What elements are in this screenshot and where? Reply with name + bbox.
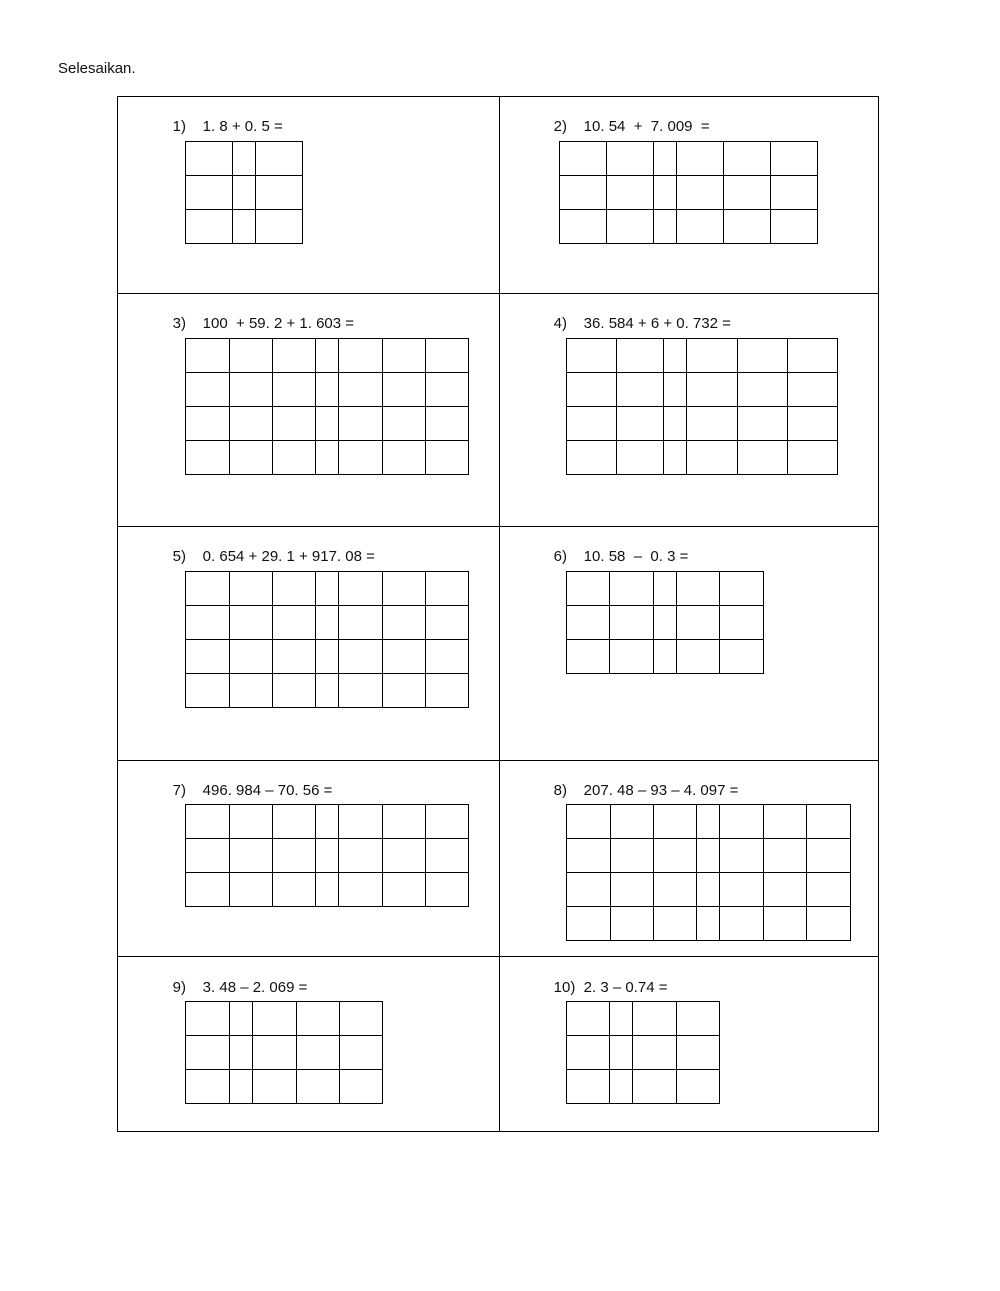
answer-grid-5 xyxy=(185,571,469,708)
answer-cell xyxy=(567,1036,610,1070)
grid-row xyxy=(186,640,469,674)
grid-row xyxy=(567,606,764,640)
answer-cell xyxy=(654,210,677,244)
answer-cell xyxy=(339,572,383,606)
answer-cell xyxy=(230,805,273,839)
answer-cell xyxy=(720,873,764,907)
answer-cell xyxy=(339,606,383,640)
answer-cell xyxy=(340,1036,383,1070)
answer-cell xyxy=(617,407,664,441)
answer-cell xyxy=(230,873,273,907)
grid-row xyxy=(186,441,469,475)
answer-cell xyxy=(724,210,771,244)
grid-row xyxy=(186,142,303,176)
answer-cell xyxy=(654,176,677,210)
grid-row xyxy=(186,1070,383,1104)
answer-cell xyxy=(297,1036,340,1070)
answer-cell xyxy=(677,1002,720,1036)
answer-cell xyxy=(697,805,720,839)
answer-cell xyxy=(186,1002,230,1036)
answer-cell xyxy=(607,210,654,244)
answer-cell xyxy=(654,907,697,941)
grid-row xyxy=(567,640,764,674)
answer-cell xyxy=(383,674,426,708)
answer-cell xyxy=(273,441,316,475)
answer-cell xyxy=(610,572,654,606)
answer-cell xyxy=(426,674,469,708)
problem-expression: 207. 48 – 93 – 4. 097 = xyxy=(583,782,739,799)
answer-cell xyxy=(771,176,818,210)
answer-cell xyxy=(383,606,426,640)
answer-cell xyxy=(567,339,617,373)
answer-cell xyxy=(230,1070,253,1104)
answer-cell xyxy=(664,339,687,373)
answer-cell xyxy=(611,873,654,907)
grid-row xyxy=(186,339,469,373)
answer-cell xyxy=(316,572,339,606)
answer-cell xyxy=(738,339,788,373)
answer-cell xyxy=(426,373,469,407)
answer-cell xyxy=(807,907,851,941)
problem-number: 10) xyxy=(553,979,576,996)
problem-expression: 10. 58 – 0. 3 = xyxy=(583,548,689,565)
problem-expression: 36. 584 + 6 + 0. 732 = xyxy=(583,315,731,332)
answer-cell xyxy=(273,606,316,640)
answer-cell xyxy=(654,873,697,907)
answer-cell xyxy=(383,640,426,674)
answer-cell xyxy=(383,805,426,839)
answer-cell xyxy=(186,805,230,839)
answer-cell xyxy=(316,839,339,873)
answer-cell xyxy=(383,839,426,873)
answer-cell xyxy=(677,572,720,606)
answer-cell xyxy=(273,805,316,839)
answer-cell xyxy=(764,839,807,873)
answer-cell xyxy=(610,1070,633,1104)
grid-row xyxy=(567,441,838,475)
answer-cell xyxy=(316,339,339,373)
answer-cell xyxy=(567,441,617,475)
answer-cell xyxy=(316,805,339,839)
answer-cell xyxy=(273,873,316,907)
answer-cell xyxy=(316,441,339,475)
problem-number: 8) xyxy=(553,782,568,799)
answer-cell xyxy=(567,407,617,441)
answer-cell xyxy=(426,640,469,674)
answer-cell xyxy=(611,805,654,839)
answer-cell xyxy=(677,1036,720,1070)
answer-grid-8 xyxy=(566,804,851,941)
answer-cell xyxy=(807,839,851,873)
answer-cell xyxy=(339,873,383,907)
grid-row xyxy=(560,176,818,210)
answer-grid-6 xyxy=(566,571,764,674)
answer-cell xyxy=(316,674,339,708)
answer-cell xyxy=(339,339,383,373)
answer-cell xyxy=(764,907,807,941)
answer-cell xyxy=(426,839,469,873)
answer-cell xyxy=(230,839,273,873)
answer-grid-9 xyxy=(185,1001,383,1104)
answer-cell xyxy=(233,142,256,176)
answer-cell xyxy=(567,805,611,839)
answer-cell xyxy=(687,373,738,407)
answer-cell xyxy=(567,1002,610,1036)
answer-cell xyxy=(764,873,807,907)
answer-cell xyxy=(697,873,720,907)
row-divider xyxy=(118,956,878,957)
answer-cell xyxy=(186,873,230,907)
problem-number: 2) xyxy=(553,118,568,135)
answer-cell xyxy=(256,176,303,210)
answer-cell xyxy=(677,640,720,674)
grid-row xyxy=(186,805,469,839)
answer-cell xyxy=(788,339,838,373)
answer-cell xyxy=(654,640,677,674)
answer-cell xyxy=(720,572,764,606)
answer-cell xyxy=(426,339,469,373)
problem-expression: 1. 8 + 0. 5 = xyxy=(202,118,283,135)
answer-cell xyxy=(720,907,764,941)
grid-row xyxy=(186,572,469,606)
answer-grid-1 xyxy=(185,141,303,244)
answer-cell xyxy=(654,805,697,839)
answer-cell xyxy=(677,176,724,210)
answer-cell xyxy=(560,176,607,210)
answer-cell xyxy=(738,441,788,475)
answer-cell xyxy=(256,142,303,176)
grid-row xyxy=(567,1036,720,1070)
answer-cell xyxy=(186,1036,230,1070)
answer-cell xyxy=(633,1036,677,1070)
answer-cell xyxy=(426,441,469,475)
grid-row xyxy=(567,339,838,373)
answer-cell xyxy=(186,640,230,674)
answer-cell xyxy=(720,640,764,674)
answer-cell xyxy=(230,441,273,475)
problem-expression: 2. 3 – 0.74 = xyxy=(583,979,668,996)
answer-cell xyxy=(230,1002,253,1036)
grid-row xyxy=(567,873,851,907)
answer-grid-3 xyxy=(185,338,469,475)
answer-cell xyxy=(617,373,664,407)
answer-cell xyxy=(316,606,339,640)
answer-cell xyxy=(567,907,611,941)
grid-row xyxy=(560,142,818,176)
problem-number: 5) xyxy=(172,548,187,565)
grid-row xyxy=(567,1002,720,1036)
problem-number: 7) xyxy=(172,782,187,799)
answer-cell xyxy=(720,839,764,873)
answer-cell xyxy=(764,805,807,839)
answer-cell xyxy=(687,339,738,373)
answer-cell xyxy=(316,640,339,674)
answer-cell xyxy=(607,176,654,210)
answer-cell xyxy=(567,1070,610,1104)
answer-cell xyxy=(186,839,230,873)
problem-expression: 0. 654 + 29. 1 + 917. 08 = xyxy=(202,548,375,565)
grid-row xyxy=(560,210,818,244)
problem-expression: 100 + 59. 2 + 1. 603 = xyxy=(202,315,355,332)
answer-cell xyxy=(339,839,383,873)
answer-cell xyxy=(654,572,677,606)
answer-grid-4 xyxy=(566,338,838,475)
answer-cell xyxy=(186,339,230,373)
answer-cell xyxy=(273,339,316,373)
answer-cell xyxy=(273,839,316,873)
answer-cell xyxy=(426,606,469,640)
problem-number: 9) xyxy=(172,979,187,996)
column-divider xyxy=(499,97,500,1131)
answer-cell xyxy=(633,1002,677,1036)
row-divider xyxy=(118,293,878,294)
problem-number: 1) xyxy=(172,118,187,135)
answer-cell xyxy=(617,441,664,475)
answer-cell xyxy=(697,907,720,941)
answer-cell xyxy=(664,441,687,475)
answer-grid-2 xyxy=(559,141,818,244)
problem-number: 4) xyxy=(553,315,568,332)
answer-cell xyxy=(253,1036,297,1070)
answer-cell xyxy=(256,210,303,244)
answer-cell xyxy=(426,572,469,606)
answer-cell xyxy=(560,142,607,176)
answer-cell xyxy=(186,407,230,441)
answer-cell xyxy=(383,572,426,606)
answer-cell xyxy=(560,210,607,244)
answer-cell xyxy=(383,373,426,407)
answer-cell xyxy=(230,407,273,441)
answer-cell xyxy=(687,407,738,441)
problem-number: 3) xyxy=(172,315,187,332)
answer-cell xyxy=(677,1070,720,1104)
answer-cell xyxy=(788,407,838,441)
answer-cell xyxy=(610,1036,633,1070)
row-divider xyxy=(118,760,878,761)
answer-cell xyxy=(186,1070,230,1104)
answer-cell xyxy=(654,606,677,640)
answer-grid-10 xyxy=(566,1001,720,1104)
answer-cell xyxy=(724,176,771,210)
answer-cell xyxy=(677,606,720,640)
grid-row xyxy=(567,907,851,941)
answer-cell xyxy=(771,142,818,176)
worksheet-instruction: Selesaikan. xyxy=(58,60,136,77)
answer-cell xyxy=(273,640,316,674)
answer-cell xyxy=(610,606,654,640)
answer-cell xyxy=(687,441,738,475)
answer-cell xyxy=(253,1070,297,1104)
answer-cell xyxy=(339,373,383,407)
answer-cell xyxy=(807,805,851,839)
answer-cell xyxy=(633,1070,677,1104)
answer-cell xyxy=(611,907,654,941)
grid-row xyxy=(186,373,469,407)
answer-cell xyxy=(567,873,611,907)
grid-row xyxy=(567,839,851,873)
answer-grid-7 xyxy=(185,804,469,907)
answer-cell xyxy=(426,805,469,839)
answer-cell xyxy=(788,373,838,407)
answer-cell xyxy=(186,142,233,176)
answer-cell xyxy=(273,572,316,606)
grid-row xyxy=(186,407,469,441)
answer-cell xyxy=(567,606,610,640)
answer-cell xyxy=(186,606,230,640)
answer-cell xyxy=(567,572,610,606)
grid-row xyxy=(186,210,303,244)
answer-cell xyxy=(383,339,426,373)
answer-cell xyxy=(339,805,383,839)
grid-row xyxy=(186,873,469,907)
answer-cell xyxy=(316,407,339,441)
answer-cell xyxy=(230,572,273,606)
answer-cell xyxy=(253,1002,297,1036)
answer-cell xyxy=(230,339,273,373)
grid-row xyxy=(567,1070,720,1104)
answer-cell xyxy=(677,142,724,176)
answer-cell xyxy=(383,873,426,907)
answer-cell xyxy=(567,373,617,407)
answer-cell xyxy=(297,1070,340,1104)
answer-cell xyxy=(567,839,611,873)
answer-cell xyxy=(316,373,339,407)
answer-cell xyxy=(383,407,426,441)
grid-row xyxy=(186,1002,383,1036)
answer-cell xyxy=(230,640,273,674)
answer-cell xyxy=(186,674,230,708)
answer-cell xyxy=(297,1002,340,1036)
answer-cell xyxy=(233,210,256,244)
worksheet-table xyxy=(117,96,879,1132)
answer-cell xyxy=(230,373,273,407)
answer-cell xyxy=(807,873,851,907)
answer-cell xyxy=(664,407,687,441)
answer-cell xyxy=(567,640,610,674)
answer-cell xyxy=(617,339,664,373)
answer-cell xyxy=(186,210,233,244)
grid-row xyxy=(567,373,838,407)
grid-row xyxy=(567,407,838,441)
answer-cell xyxy=(186,572,230,606)
answer-cell xyxy=(339,674,383,708)
answer-cell xyxy=(426,873,469,907)
answer-cell xyxy=(664,373,687,407)
problem-expression: 10. 54 + 7. 009 = xyxy=(583,118,710,135)
answer-cell xyxy=(720,805,764,839)
answer-cell xyxy=(339,407,383,441)
answer-cell xyxy=(230,674,273,708)
grid-row xyxy=(567,805,851,839)
grid-row xyxy=(186,674,469,708)
answer-cell xyxy=(186,176,233,210)
answer-cell xyxy=(230,606,273,640)
answer-cell xyxy=(340,1070,383,1104)
answer-cell xyxy=(720,606,764,640)
answer-cell xyxy=(654,839,697,873)
answer-cell xyxy=(273,674,316,708)
problem-expression: 3. 48 – 2. 069 = xyxy=(202,979,308,996)
answer-cell xyxy=(340,1002,383,1036)
answer-cell xyxy=(186,441,230,475)
answer-cell xyxy=(316,873,339,907)
answer-cell xyxy=(788,441,838,475)
answer-cell xyxy=(339,441,383,475)
answer-cell xyxy=(383,441,426,475)
grid-row xyxy=(567,572,764,606)
answer-cell xyxy=(724,142,771,176)
answer-cell xyxy=(654,142,677,176)
answer-cell xyxy=(426,407,469,441)
grid-row xyxy=(186,606,469,640)
answer-cell xyxy=(697,839,720,873)
answer-cell xyxy=(738,407,788,441)
answer-cell xyxy=(610,640,654,674)
row-divider xyxy=(118,526,878,527)
answer-cell xyxy=(607,142,654,176)
problem-number: 6) xyxy=(553,548,568,565)
answer-cell xyxy=(677,210,724,244)
grid-row xyxy=(186,1036,383,1070)
answer-cell xyxy=(233,176,256,210)
answer-cell xyxy=(610,1002,633,1036)
grid-row xyxy=(186,839,469,873)
answer-cell xyxy=(771,210,818,244)
grid-row xyxy=(186,176,303,210)
answer-cell xyxy=(273,407,316,441)
answer-cell xyxy=(230,1036,253,1070)
answer-cell xyxy=(339,640,383,674)
answer-cell xyxy=(611,839,654,873)
problem-expression: 496. 984 – 70. 56 = xyxy=(202,782,333,799)
answer-cell xyxy=(273,373,316,407)
answer-cell xyxy=(186,373,230,407)
answer-cell xyxy=(738,373,788,407)
